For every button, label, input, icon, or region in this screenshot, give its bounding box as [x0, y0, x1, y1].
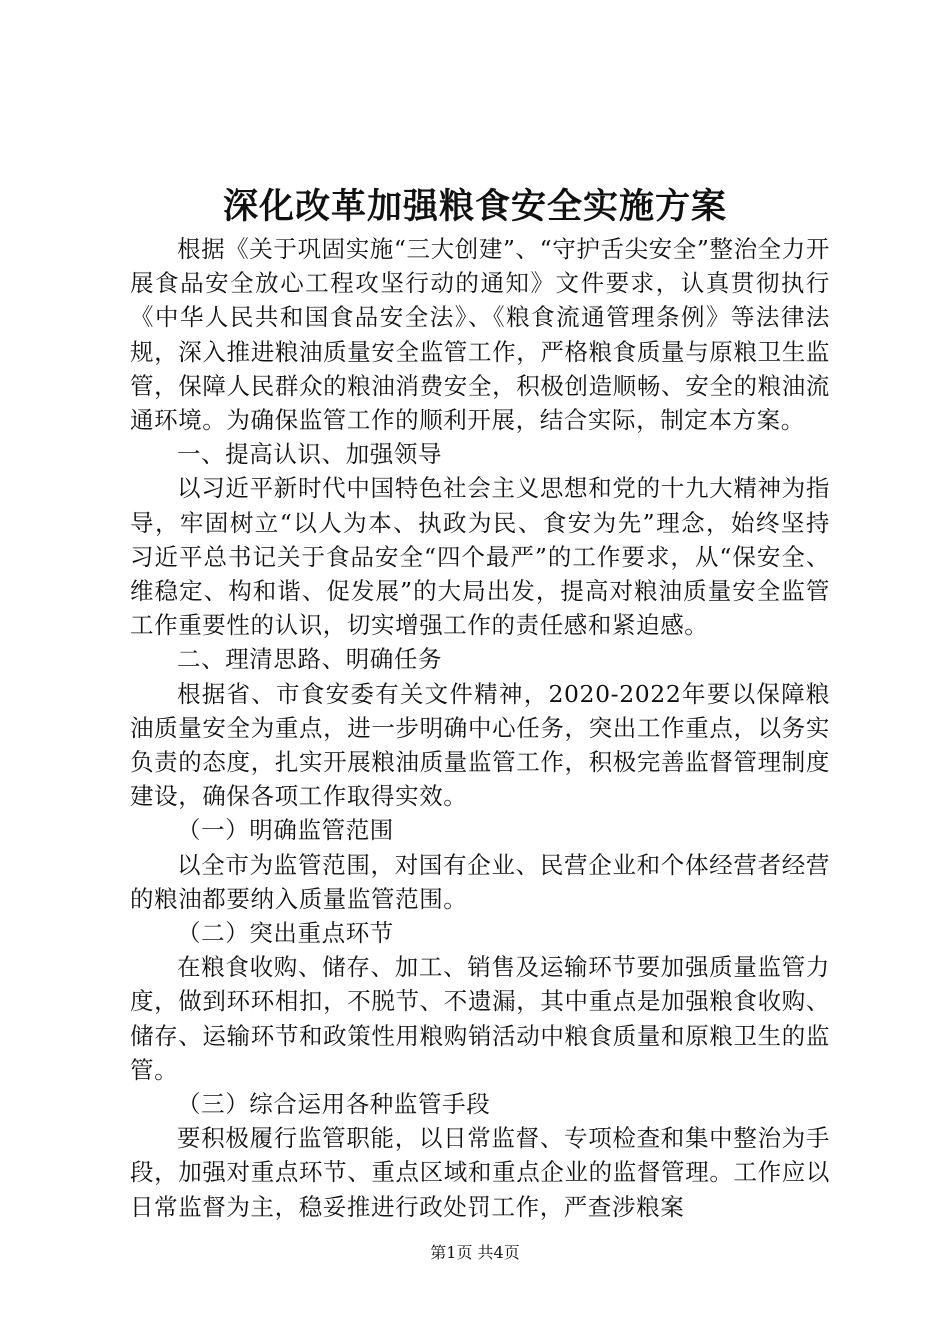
paragraph: 要积极履行监管职能，以日常监督、专项检查和集中整治为手段，加强对重点环节、重点区域和重点企业的监督管理。工作应以日常监督为主，稳妥推进行政处罚工作，严查涉粮案 [130, 1124, 830, 1221]
document-body [130, 232, 830, 1224]
paragraph: 根据《关于巩固实施“三大创建”、“守护舌尖安全”整治全力开展食品安全放心工程攻坚行动的通知》文件要求，认真贯彻执行《中华人民共和国食品安全法》、《粮食流通管理条例》等法律法规，深入推进粮油质量安全监管工作，严格粮食质量与原粮卫生监管，保障人民群众的粮油消费安全，积极创造顺畅、安全的粮油流通环境。为确保监管工作的顺利开展，结合实际，制定本方案。 [130, 235, 830, 435]
subsection-heading: （二）突出重点环节 [177, 919, 394, 948]
section-heading: 一、提高认识、加强领导 [177, 440, 443, 469]
section-heading: 二、理清思路、明确任务 [177, 645, 443, 674]
subsection-heading: （一）明确监管范围 [177, 816, 394, 845]
paragraph: 以全市为监管范围，对国有企业、民营企业和个体经营者经营的粮油都要纳入质量监管范围。 [130, 850, 830, 913]
page-footer: 第1页 共4页 [430, 1243, 520, 1262]
paragraph: 在粮食收购、储存、加工、销售及运输环节要加强质量监管力度，做到环环相扣，不脱节、不遗漏，其中重点是加强粮食收购、储存、运输环节和政策性用粮购销活动中粮食质量和原粮卫生的监管。 [130, 953, 830, 1084]
subsection-heading: （三）综合运用各种监管手段 [177, 1090, 491, 1119]
paragraph: 根据省、市食安委有关文件精神，2020-2022年要以保障粮油质量安全为重点，进一步明确中心任务，突出工作重点，以务实负责的态度，扎实开展粮油质量监管工作，积极完善监督管理制度建设，确保各项工作取得实效。 [130, 679, 830, 811]
paragraph: 以习近平新时代中国特色社会主义思想和党的十九大精神为指导，牢固树立“以人为本、执政为民、食安为先”理念，始终坚持习近平总书记关于食品安全“四个最严”的工作要求，从“保安全、维稳定、构和谐、促发展”的大局出发，提高对粮油质量安全监管工作重要性的认识，切实增强工作的责任感和紧迫感。 [130, 474, 830, 640]
document-title: 深化改革加强粮食安全实施方案 [222, 186, 727, 227]
